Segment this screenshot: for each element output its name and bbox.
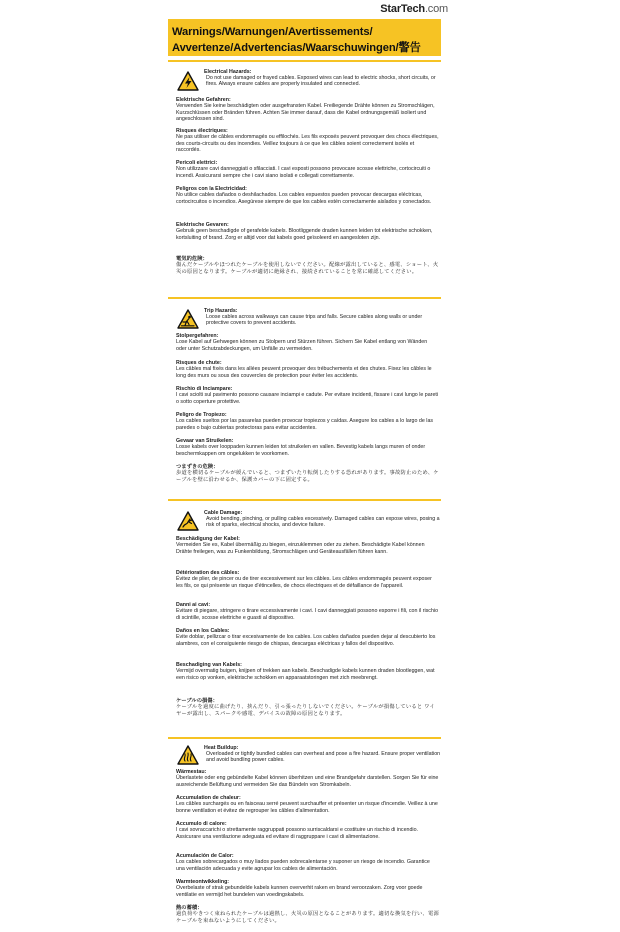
- banner-title-line-2: Avvertenze/Advertencias/Waarschuwingen/警告: [172, 42, 421, 54]
- block-title: 熱の蓄積：: [176, 905, 203, 911]
- block-text: No utilice cables dañados o deshilachados. Los cables expuestos pueden provocar descargas eléctricas, cortocircuitos o incendios. Asegúrese siempre de que los cables estén correctamente aislados y conectados.: [176, 192, 432, 205]
- block-text: Évitez de plier, de pincer ou de tirer excessivement sur les câbles. Les câbles endommagés peuvent exposer les fils, ce qui présente un risque d'étincelles, de chocs électriques et de défaillance de l'appareil.: [176, 576, 432, 589]
- block-text: Ne pas utiliser de câbles endommagés ou effilochés. Les fils exposés peuvent provoquer des chocs électriques, des courts-circuits ou des incendies. Veillez toujours à ce que les câbles soient correctement isolés et raccordés.: [176, 134, 439, 153]
- block-title: Beschadiging van Kabels:: [176, 662, 242, 668]
- block-title: Gevaar van Struikelen:: [176, 438, 234, 444]
- block-title: 電気的危険：: [176, 256, 208, 262]
- section-text: Loose cables across walkways can cause trips and falls. Secure cables along walls or under protective covers to prevent accidents.: [206, 314, 423, 327]
- language-block-de: [176, 97, 439, 122]
- block-title: Elektrische Gefahren:: [176, 97, 231, 103]
- warnings-banner: [168, 19, 441, 56]
- block-text: Los cables sobrecargados o muy liados pueden sobrecalentarse y suponer un riesgo de incendio. Garantice una ventilación adecuada y evite agrupar los cables de alimentación.: [176, 859, 430, 872]
- section-title: Electrical Hazards:: [204, 69, 252, 75]
- block-title: つまずきの危険：: [176, 464, 219, 470]
- section-title: Trip Hazards:: [204, 308, 238, 314]
- block-text: I cavi sovraccarichi o strettamente raggruppati possono surriscaldarsi e costituire un rischio di incendio. Assicurare una ventilazione adeguata ed evitare di raggruppare i cavi di alimentazione.: [176, 827, 419, 840]
- section-trip-hazards: [168, 297, 441, 495]
- language-block-it: [176, 821, 439, 840]
- section-heat-buildup: [168, 737, 441, 932]
- block-title: Wärmestau:: [176, 769, 207, 775]
- language-block-es: [176, 412, 439, 431]
- block-title: Pericoli elettrici:: [176, 160, 218, 166]
- block-text: Overbelaste of strak gebundelde kabels kunnen oververhit raken en brand veroorzaken. Zorg voor goede ventilatie en vermijd het bundelen van voedingskabels.: [176, 885, 423, 898]
- block-text: Verwenden Sie keine beschädigten oder ausgefransten Kabel. Freiliegende Drähte können zu Stromschlägen, Kurzschlüssen oder Bränden führen. Achten Sie immer darauf, dass die Kabel ordnungsgemäß isoliert und angeschlossen sind.: [176, 103, 435, 122]
- section-header: [204, 69, 441, 88]
- block-text: Evitare di piegare, stringere o tirare eccessivamente i cavi. I cavi danneggiati possono esporre i fili, con il rischio di scintille, scosse elettriche e guasti al dispositivo.: [176, 608, 439, 621]
- block-title: Acumulación de Calor:: [176, 853, 234, 859]
- block-title: Daños en los Cables:: [176, 628, 230, 634]
- block-title: Accumulo di calore:: [176, 821, 227, 827]
- section-header: [204, 308, 441, 327]
- block-text: Les câbles mal fixés dans les allées peuvent provoquer des trébuchements et des chutes. Fixez les câbles le long des murs ou sous des couvercles de protection pour éviter les accidents.: [176, 366, 432, 379]
- language-block-it: [176, 160, 439, 179]
- block-title: Risques électriques:: [176, 128, 228, 134]
- language-block-nl: [176, 662, 439, 681]
- language-block-it: [176, 386, 439, 405]
- block-title: Stolpergefahren:: [176, 333, 219, 339]
- language-block-fr: [176, 128, 439, 153]
- block-title: Warmteontwikkeling:: [176, 879, 230, 885]
- heat-buildup-icon: [177, 745, 199, 765]
- brand-logo: [380, 3, 448, 15]
- block-title: Détérioration des câbles:: [176, 570, 240, 576]
- cable-damage-icon: [177, 511, 199, 531]
- block-title: Accumulation de chaleur:: [176, 795, 241, 801]
- block-title: Peligros con la Electricidad:: [176, 186, 247, 192]
- block-text: Vermijd overmatig buigen, knijpen of trekken aan kabels. Beschadigde kabels kunnen draden blootleggen, wat een risico op vonken, elektrische schokken en apparaatstoringen met zich meebrengt.: [176, 668, 435, 681]
- block-text: Losse kabels over looppaden kunnen leiden tot struikelen en vallen. Bevestig kabels langs muren of onder beschermkappen om ongelukken te voorkomen.: [176, 444, 426, 457]
- language-block-fr: [176, 570, 439, 589]
- block-text: Los cables sueltos por las pasarelas pueden provocar tropiezos y caídas. Asegure los cables a lo largo de las paredes o bajo cubiertas protectoras para evitar accidentes.: [176, 418, 434, 431]
- block-text: Les câbles surchargés ou en faisceau serré peuvent surchauffer et présenter un risque d'incendie. Veillez à une bonne ventilation et évitez de regrouper les câbles d'alimentation.: [176, 801, 438, 814]
- electrical-hazard-icon: [177, 71, 199, 91]
- block-text: Lose Kabel auf Gehwegen können zu Stolpern und Stürzen führen. Sichern Sie Kabel entlang von Wänden oder unter Schutzabdeckungen, um Unfälle zu vermeiden.: [176, 339, 428, 352]
- language-block-es: [176, 628, 439, 647]
- brand-name: StarTech: [380, 3, 425, 15]
- language-block-de: [176, 536, 439, 555]
- block-title: Beschädigung der Kabel:: [176, 536, 240, 542]
- brand-suffix: .com: [424, 3, 448, 15]
- banner-title-line-1: Warnings/Warnungen/Avertissements/: [172, 26, 373, 38]
- language-block-nl: [176, 879, 439, 898]
- block-title: Risques de chute:: [176, 360, 222, 366]
- language-block-jp: [176, 464, 439, 483]
- language-block-es: [176, 186, 439, 205]
- block-text: Non utilizzare cavi danneggiati o sfilacciati. I cavi esposti possono provocare scosse elettriche, cortocircuiti o incendi. Assicurarsi sempre che i cavi siano isolati e collegati correttamente.: [176, 166, 431, 179]
- language-block-it: [176, 602, 439, 621]
- block-text: 過負荷やきつく束ねられたケーブルは過熱し、火災の原因となることがあります。適切な換気を行い、電源ケーブルを束ねないようにしてください。: [176, 911, 439, 924]
- section-header: [204, 745, 441, 764]
- language-block-de: [176, 769, 439, 788]
- block-text: Evite doblar, pellizcar o tirar excesivamente de los cables. Los cables dañados pueden dejar al descubierto los alambres, con el consiguiente riesgo de chispas, descargas eléctricas y fallos del dispositivo.: [176, 634, 436, 647]
- block-title: Peligro de Tropiezo:: [176, 412, 227, 418]
- trip-hazard-icon: [177, 309, 199, 329]
- section-electrical-hazards: [168, 60, 441, 292]
- language-block-es: [176, 853, 439, 872]
- section-text: Avoid bending, pinching, or pulling cables excessively. Damaged cables can expose wires, posing a risk of sparks, electrical shocks, and device failure.: [206, 516, 440, 529]
- block-text: Vermeiden Sie es, Kabel übermäßig zu biegen, einzuklemmen oder zu ziehen. Beschädigte Kabel können Drähte freilegen, was zu Funkenbildung, Stromschlägen und Geräteausfällen führen kann.: [176, 542, 425, 555]
- block-text: ケーブルを過度に曲げたり、挟んだり、引っ張ったりしないでください。ケーブルが損傷していると ワイヤーが露出し、スパークや感電、デバイスの故障の原因となります。: [176, 704, 435, 717]
- block-title: Elektrische Gevaren:: [176, 222, 229, 228]
- block-text: 歩道を横切るケーブルが緩んでいると、つまずいたり転倒したりする恐れがあります。事故防止のため、ケーブルを壁に沿わせるか、保護カバーの下に固定する。: [176, 470, 439, 483]
- section-title: Heat Buildup:: [204, 745, 239, 751]
- block-title: Rischio di Inciampare:: [176, 386, 233, 392]
- language-block-jp: [176, 905, 439, 924]
- block-text: Überlastete oder eng gebündelte Kabel können überhitzen und eine Brandgefahr darstellen. Sorgen Sie für eine ausreichende Belüftung und vermeiden Sie das Bündeln von Stromkabeln.: [176, 775, 439, 788]
- language-block-nl: [176, 438, 439, 457]
- language-block-jp: [176, 256, 439, 275]
- block-text: Gebruik geen beschadigde of gerafelde kabels. Blootliggende draden kunnen leiden tot elektrische schokken, kortsluiting of brand. Zorg er altijd voor dat kabels goed geïsoleerd en aangesloten zijn.: [176, 228, 433, 241]
- language-block-jp: [176, 698, 439, 717]
- section-cable-damage: [168, 499, 441, 733]
- section-title: Cable Damage:: [204, 510, 243, 516]
- block-text: I cavi sciolti sul pavimento possono causare inciampi e cadute. Per evitare incidenti, fissare i cavi lungo le pareti o sotto coperture protettive.: [176, 392, 439, 405]
- section-text: Overloaded or tightly bundled cables can overheat and pose a fire hazard. Ensure proper ventilation and avoid bundling power cables.: [206, 751, 441, 764]
- language-block-fr: [176, 360, 439, 379]
- language-block-fr: [176, 795, 439, 814]
- language-block-de: [176, 333, 439, 352]
- section-text: Do not use damaged or frayed cables. Exposed wires can lead to electric shocks, short circuits, or fires. Always ensure cables are properly insulated and connected.: [206, 75, 436, 88]
- block-title: Danni ai cavi:: [176, 602, 211, 608]
- section-header: [204, 510, 441, 529]
- block-title: ケーブルの損傷：: [176, 698, 218, 704]
- block-text: 傷んだケーブルやほつれたケーブルを使用しないでください。配線が露出していると、感電、ショート、火災の原因となります。ケーブルが適切に絶縁され、接続されていることを常に確認してください。: [176, 262, 439, 275]
- language-block-nl: [176, 222, 439, 241]
